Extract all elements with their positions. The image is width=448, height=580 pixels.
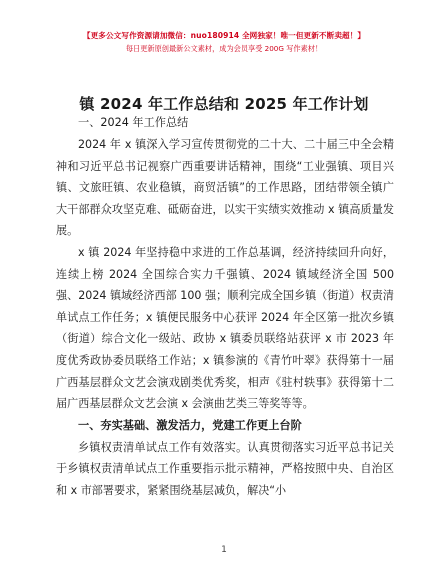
subsection-heading: 一、夯实基础、激发活力，党建工作更上台阶 [78,418,302,432]
promo-banner-line1: 【更多公文写作资源请加微信：nuo180914 全网独家！唯一但更新不断卖超！】 [82,31,366,40]
page-number: 1 [221,545,227,555]
paragraph-2: x 镇 2024 年坚持稳中求进的工作总基调，经济持续回升向好，连续上榜 2024 全国综合实力千强镇、2024 镇域经济全国 500 强、2024 镇域经济西部 100 强；顺利完成全国乡镇（街道）权责清单试点工作任务；x 镇便民服务中心获评 2024 年全区第一批次乡镇（街道）综合文化一级站、政协 x 镇委员联络站获评 x 市 2023 年度优秀政协委员联络工作站；x 镇参演的《青竹叶翠》获得第十一届广西基层群众文艺会演戏剧类优秀奖，相声《驻村轶事》获得第十二届广西基层群众文艺会演 x 会演曲艺类三等奖等等。 [56,245,394,411]
document-body [56,112,394,502]
section-heading: 一、2024 年工作总结 [78,116,189,129]
promo-banner-line2: 每日更新原创最新公文素材，成为会员享受 200G 写作素材！ [125,44,323,53]
promo-banner [0,30,448,54]
document-title: 镇 2024 年工作总结和 2025 年工作计划 [79,95,369,113]
paragraph-1: 2024 年 x 镇深入学习宣传贯彻党的二十大、二十届三中全会精神和习近平总书记视察广西重要讲话精神，围绕“工业强镇、项目兴镇、文旅旺镇、农业稳镇，商贸活镇”的工作思路，团结带领全镇广大干部群众攻坚克难、砥砺奋进，以实干实绩实效推动 x 镇高质量发展。 [56,138,394,238]
paragraph-3: 乡镇权责清单试点工作有效落实。认真贯彻落实习近平总书记关于乡镇权责清单试点工作重要指示批示精神，严格按照中央、自治区和 x 市部署要求，紧紧围绕基层减负，解决“小 [56,440,394,497]
